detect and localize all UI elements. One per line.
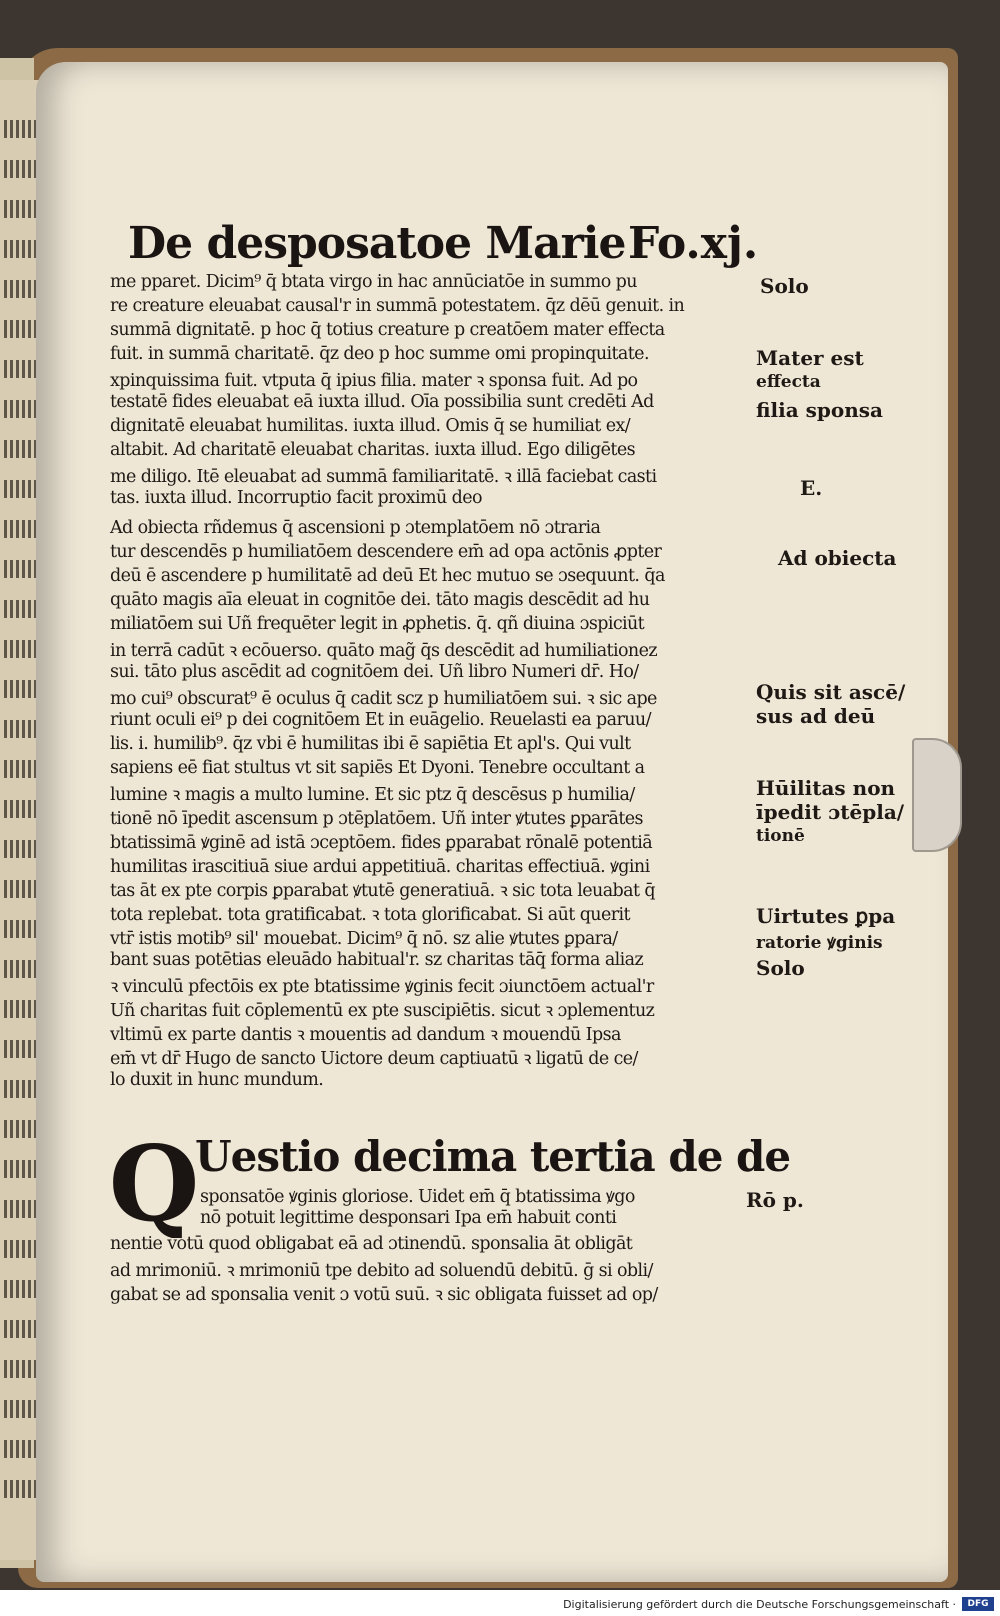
body-line: quāto magis aīa eleuat in cognitōe dei. tāto magis descēdit ad hu [110, 590, 650, 610]
margin-note: ratorie ꝟginis [756, 933, 883, 953]
body-line: lis. i. humilib⁹. q̄z vbi ē humilitas ibi ē sapiētia Et apl's. Qui vult [110, 734, 631, 754]
body-line: altabit. Ad charitatē eleuabat charitas. iuxta illud. Ego diligētes [110, 440, 635, 460]
body-line: miliatōem sui Uñ frequēter legit in ꝓphetis. q̄. qñ diuina ɔspiciūt [110, 614, 645, 634]
margin-note: sus ad deū [756, 704, 876, 728]
body-line: dignitatē eleuabat humilitas. iuxta illud. Omis q̄ se humiliat ex/ [110, 416, 631, 436]
body-line: mo cui⁹ obscurat⁹ ē oculus q̄ cadit scz p humiliatōem sui. ꝛ sic ape [110, 689, 657, 709]
body-line: tur descendēs p humiliatōem descendere em̄ ad opa actōnis ꝓpter [110, 542, 662, 562]
folio-number: Fo.xj. [628, 218, 759, 269]
question-line: gabat se ad sponsalia venit ɔ votū suū. ꝛ sic obligata fuisset ad op/ [110, 1285, 658, 1305]
body-line: xpinquissima fuit. vtputa q̄ ipius filia. mater ꝛ sponsa fuit. Ad po [110, 371, 638, 391]
body-line: em̄ vt dr̄ Hugo de sancto Uictore deum captiuatū ꝛ ligatū de ce/ [110, 1049, 638, 1069]
body-line: sui. tāto plus ascēdit ad cognitōem dei. Uñ libro Numeri dr̄. Ho/ [110, 662, 639, 682]
drop-cap-q [106, 1128, 202, 1238]
funding-credit: Digitalisierung gefördert durch die Deutsche Forschungsgemeinschaft · [563, 1598, 956, 1611]
body-line: deū ē ascendere p humilitatē ad deū Et hec mutuo se ɔsequunt. q̄a [110, 566, 665, 586]
body-line: ꝛ vinculū pfectōis ex pte btatissime ꝟginis fecit ɔiunctōem actual'r [110, 977, 654, 997]
body-line: in terrā cadūt ꝛ ecōuerso. quāto mag̃ q̄s descēdit ad humiliationez [110, 641, 657, 661]
margin-note: E. [800, 476, 823, 500]
question-line: sponsatōe ꝟginis gloriose. Uidet em̄ q̄ btatissima ꝟgo [200, 1187, 635, 1207]
body-line: me diligo. Itē eleuabat ad summā familiaritatē. ꝛ illā faciebat casti [110, 467, 657, 487]
margin-note: Uirtutes ꝑpa [756, 904, 896, 928]
footer-bar [0, 1594, 1000, 1616]
margin-note: tionē [756, 826, 805, 846]
margin-note: īpedit ɔtēpla/ [756, 800, 905, 824]
question-line: ad mrimoniū. ꝛ mrimoniū tpe debito ad soluendū debitū. ḡ si obli/ [110, 1261, 653, 1281]
margin-note: Hūilitas non [756, 776, 896, 800]
body-line: Uñ charitas fuit cōplementū ex pte suscipiētis. sicut ꝛ ɔplementuz [110, 1001, 655, 1021]
running-title: De desposatoe Marie [128, 218, 626, 269]
body-line: sapiens eē fiat stultus vt sit sapiēs Et Dyoni. Tenebre occultant a [110, 758, 645, 778]
body-line: re creature eleuabat causal'r in summā potestatem. q̄z dēū genuit. in [110, 296, 685, 316]
margin-note: Ad obiecta [778, 546, 897, 570]
body-line: lumine ꝛ magis a multo lumine. Et sic ptz q̄ descēsus p humilia/ [110, 785, 635, 805]
question-line: nentie votū quod obligabat eā ad ɔtinendū. sponsalia āt obligāt [110, 1234, 633, 1254]
body-line: riunt oculi ei⁹ p dei cognitōem Et in euāgelio. Reuelasti ea paruu/ [110, 710, 651, 730]
body-line: vtr̄ istis motib⁹ sil' mouebat. Dicim⁹ q̄ nō. sz alie ꝟtutes ꝑpara/ [110, 929, 618, 949]
body-line: btatissimā ꝟginē ad istā ɔceptōem. fides ꝑparabat rōnalē potentiā [110, 833, 653, 853]
body-line: tionē nō īpedit ascensum p ɔtēplatōem. Uñ inter ꝟtutes ꝑparātes [110, 809, 643, 829]
margin-note: effecta [756, 372, 821, 392]
body-line: bant suas potētias eleuādo habitual'r. sz charitas tāq̄ forma aliaz [110, 950, 644, 970]
body-line: tas. iuxta illud. Incorruptio facit proximū deo [110, 488, 482, 508]
body-line: summā dignitatē. p hoc q̄ totius creature p creatōem mater effecta [110, 320, 665, 340]
body-line: vltimū ex parte dantis ꝛ mouentis ad dandum ꝛ mouendū Ipsa [110, 1025, 621, 1045]
dfg-logo: DFG [962, 1597, 994, 1611]
margin-note: Mater est [756, 346, 864, 370]
margin-note: Quis sit ascē/ [756, 680, 906, 704]
margin-note: Solo [756, 956, 805, 980]
question-line: nō potuit legittime desponsari Ipa em̄ habuit conti [200, 1208, 617, 1228]
drop-cap-letter: Q [108, 1128, 200, 1238]
body-line: Ad obiecta rñdemus q̄ ascensioni p ɔtemplatōem nō ɔtraria [110, 518, 601, 538]
body-line: lo duxit in hunc mundum. [110, 1070, 324, 1090]
body-line: fuit. in summā charitatē. q̄z deo p hoc summe omi propinquitate. [110, 344, 649, 364]
body-line: testatē fides eleuabat eā iuxta illud. Oīa possibilia sunt credēti Ad [110, 392, 654, 412]
body-line: humilitas irascitiuā siue ardui appetitiuā. charitas effectiuā. ꝟgini [110, 857, 650, 877]
body-line: me pparet. Dicim⁹ q̄ btata virgo in hac annūciatōe in summo pu [110, 272, 637, 292]
body-line: tas āt ex pte corpis ꝑparabat ꝟtutē generatiuā. ꝛ sic tota leuabat q̄ [110, 881, 655, 901]
book-clasp [912, 738, 962, 852]
margin-note: filia sponsa [756, 398, 884, 422]
margin-note: Rō p. [746, 1188, 804, 1212]
question-heading: Uestio decima tertia de de [195, 1132, 791, 1181]
margin-note: Solo [760, 274, 809, 298]
body-line: tota replebat. tota gratificabat. ꝛ tota glorificabat. Si aūt querit [110, 905, 630, 925]
